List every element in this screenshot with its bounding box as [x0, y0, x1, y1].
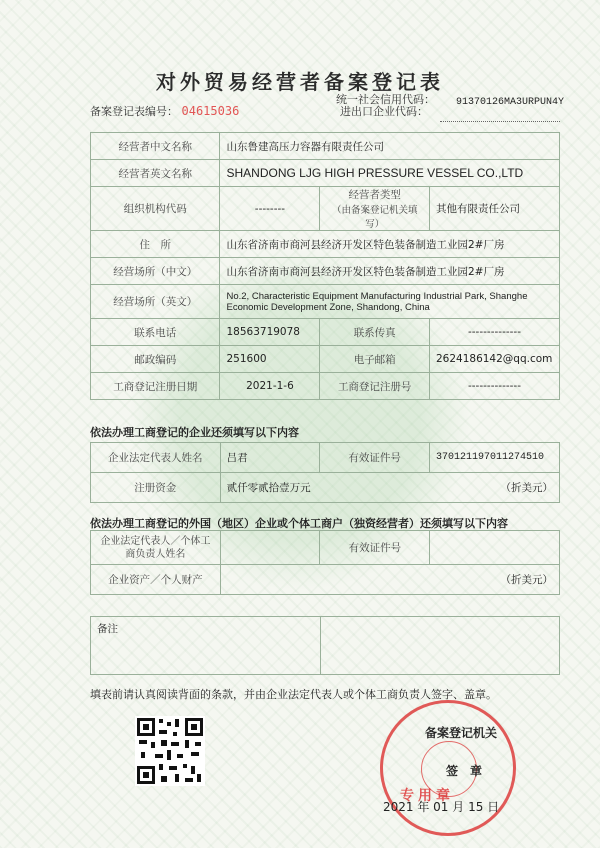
fax-value: -------------- [429, 319, 559, 346]
email-label: 电子邮箱 [320, 346, 430, 373]
capital-label: 注册资金 [91, 473, 221, 503]
id-value: 370121197011274510 [430, 443, 560, 473]
foreign-table [90, 530, 560, 595]
assets-cell [220, 565, 559, 595]
reg-no2-label: 工商登记注册号 [320, 373, 430, 400]
credit-code-label: 统一社会信用代码： [336, 93, 435, 106]
email-value: 2624186142@qq.com [429, 346, 559, 373]
rep-name-label: 企业法定代表人姓名 [91, 443, 221, 473]
postcode-value: 251600 [220, 346, 320, 373]
credit-code-underline [440, 121, 560, 122]
foreign-rep-label: 企业法定代表人／个体工商负责人姓名 [91, 531, 221, 565]
enterprise-table [90, 442, 560, 503]
document-title: 对外贸易经营者备案登记表 [156, 70, 444, 94]
section1-heading: 依法办理工商登记的企业还须填写以下内容 [90, 426, 299, 439]
biz-en-value: No.2, Characteristic Equipment Manufacturing Industrial Park, Shanghe Economic Development Zone, Shandong, China [220, 285, 560, 319]
address-label: 住 所 [91, 231, 220, 258]
type-label: 经营者类型 [348, 189, 401, 201]
fax-label: 联系传真 [320, 319, 430, 346]
rep-name-value: 吕君 [220, 443, 320, 473]
reg-number-value: 04615036 [181, 104, 240, 118]
credit-code-block [336, 93, 565, 118]
registration-form-table [90, 132, 560, 400]
reg-date-label: 工商登记注册日期 [91, 373, 220, 400]
phone-label: 联系电话 [91, 319, 220, 346]
agency-label: 备案登记机关 [425, 726, 498, 740]
seal-text: 专用章 [400, 788, 454, 804]
type-label-cell [320, 187, 430, 231]
reg-number-line [90, 103, 239, 119]
reg-no2-value: -------------- [429, 373, 559, 400]
assets-label: 企业资产／个人财产 [91, 565, 221, 595]
type-note: （由备案登记机关填写） [331, 205, 418, 230]
section2-heading: 依法办理工商登记的外国（地区）企业或个体工商户（独资经营者）还须填写以下内容 [90, 517, 508, 530]
reg-number-label: 备案登记表编号： [90, 105, 178, 118]
id-value-2 [430, 531, 560, 565]
biz-en-label: 经营场所（英文） [91, 285, 220, 319]
en-name-value: SHANDONG LJG HIGH PRESSURE VESSEL CO.,LTD [220, 160, 560, 187]
sign-label: 签 章 [446, 764, 483, 778]
currency-note-2: （折美元） [500, 574, 553, 586]
credit-code-value: 91370126MA3URPUN4Y [456, 97, 565, 108]
currency-note-1: （折美元） [500, 482, 553, 494]
biz-cn-label: 经营场所（中文） [91, 258, 220, 285]
remark-table [90, 616, 560, 675]
cn-name-label: 经营者中文名称 [91, 133, 220, 160]
capital-value: 贰仟零贰拾壹万元 [226, 482, 311, 494]
org-code-value: -------- [220, 187, 320, 231]
org-code-label: 组织机构代码 [91, 187, 220, 231]
cn-name-value: 山东鲁建高压力容器有限责任公司 [220, 133, 560, 160]
type-value: 其他有限责任公司 [429, 187, 559, 231]
remark-label: 备注 [91, 617, 321, 675]
qr-code [135, 716, 205, 786]
capital-cell [220, 473, 559, 503]
remark-value [320, 617, 559, 675]
postcode-label: 邮政编码 [91, 346, 220, 373]
id-label: 有效证件号 [320, 443, 430, 473]
biz-cn-value: 山东省济南市商河县经济开发区特色装备制造工业园2#厂房 [220, 258, 560, 285]
id-label-2: 有效证件号 [320, 531, 430, 565]
signing-date: 2021 年 01 月 15 日 [383, 800, 500, 814]
notice-text: 填表前请认真阅读背面的条款，并由企业法定代表人或个体工商负责人签字、盖章。 [90, 688, 497, 701]
foreign-rep-value [220, 531, 320, 565]
reg-date-value: 2021-1-6 [220, 373, 320, 400]
en-name-label: 经营者英文名称 [91, 160, 220, 187]
address-value: 山东省济南市商河县经济开发区特色装备制造工业园2#厂房 [220, 231, 560, 258]
phone-value: 18563719078 [220, 319, 320, 346]
import-export-label: 进出口企业代码： [340, 105, 428, 118]
